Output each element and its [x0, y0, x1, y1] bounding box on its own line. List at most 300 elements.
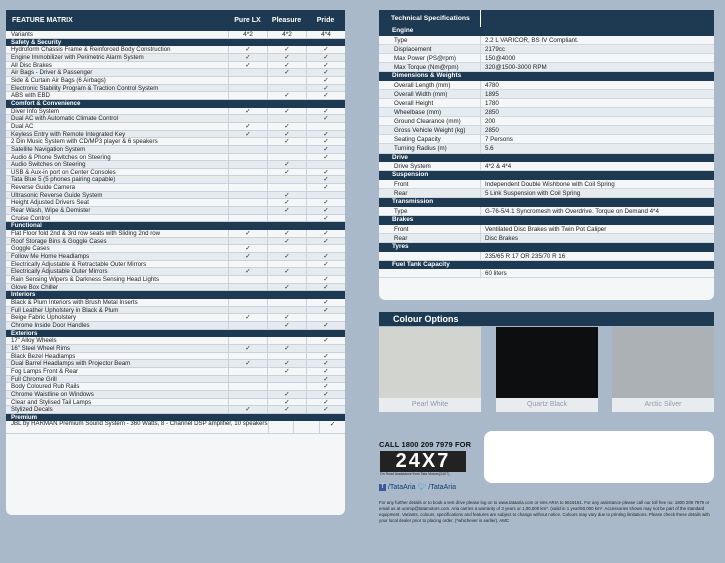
- feature-row: [6, 69, 345, 77]
- feature-value: ✓: [306, 207, 345, 214]
- feature-value: ✓: [306, 169, 345, 176]
- spec-label: Gross Vehicle Weight (kg): [394, 127, 466, 135]
- feature-label: USB & Aux-in port on Center Consoles: [11, 168, 116, 176]
- feature-label: All Disc Brakes: [11, 61, 52, 69]
- feature-value: ✓: [306, 176, 345, 183]
- feature-value: ✓: [228, 253, 267, 260]
- feature-label: Satellite Navigation System: [11, 145, 86, 153]
- facebook-link[interactable]: /TataAria: [387, 484, 416, 491]
- feature-value: ✓: [228, 62, 267, 69]
- feature-row: [6, 54, 345, 62]
- feature-value: ✓: [267, 123, 306, 130]
- feature-value: ✓: [228, 108, 267, 115]
- feature-value: ✓: [306, 391, 345, 398]
- feature-value: [267, 115, 306, 122]
- feature-value: ✓: [228, 360, 267, 367]
- tech-specs-body: [379, 27, 714, 278]
- feature-label: 17" Alloy Wheels: [11, 337, 57, 345]
- feature-value: 4*4: [306, 31, 345, 38]
- spec-label: Displacement: [394, 45, 432, 53]
- spec-value: Independent Double Wishbone with Coil Spring: [480, 180, 714, 188]
- feature-value: ✓: [267, 161, 306, 168]
- feature-row: [6, 215, 345, 223]
- feature-value: [306, 192, 345, 199]
- feature-value: ✓: [267, 108, 306, 115]
- feature-value: [228, 376, 267, 383]
- column-pleasure: Pleasure: [271, 17, 302, 24]
- feature-label: Variants: [11, 31, 33, 38]
- feature-value: [228, 299, 267, 306]
- spec-label: [379, 252, 480, 260]
- feature-value: [228, 238, 267, 245]
- feature-label: Fog Lamps Front & Rear: [11, 367, 79, 375]
- spec-row: [379, 234, 714, 243]
- feature-value: ✓: [306, 376, 345, 383]
- feature-value: ✓: [306, 146, 345, 153]
- feature-section-header: Functional: [6, 222, 345, 230]
- feature-value: [228, 383, 267, 390]
- column-pure-lx: Pure LX: [234, 17, 261, 24]
- assistance-logo: 24X7: [380, 451, 466, 472]
- spec-label: Ground Clearance (mm): [394, 118, 461, 126]
- feature-label: Audio & Phone Switches on Steering: [11, 153, 111, 161]
- feature-value: [228, 92, 267, 99]
- spec-row: [379, 54, 714, 63]
- spec-section-header: Fuel Tank Capacity: [379, 261, 714, 270]
- feature-row: [6, 353, 345, 361]
- feature-label: ABS with EBD: [11, 92, 50, 100]
- feature-label: Roof Storage Bins & Goggle Cases: [11, 237, 107, 245]
- feature-row: [6, 115, 345, 123]
- spec-label: [379, 269, 480, 277]
- feature-row: [6, 199, 345, 207]
- feature-value: ✓: [267, 345, 306, 352]
- feature-value: [267, 383, 306, 390]
- feature-section-header: Premium: [6, 414, 345, 422]
- feature-value: ✓: [267, 199, 306, 206]
- feature-value: [228, 276, 267, 283]
- spec-row: [379, 81, 714, 90]
- feature-value: [267, 154, 306, 161]
- feature-row: [6, 92, 345, 100]
- feature-value: ✓: [306, 69, 345, 76]
- feature-row: [6, 108, 345, 116]
- twitter-link[interactable]: /TataAria: [428, 484, 456, 491]
- feature-matrix-body: [6, 31, 345, 434]
- swatch-quartz-black: [496, 327, 598, 412]
- feature-value: [228, 115, 267, 122]
- feature-row: [6, 207, 345, 215]
- spec-section-header: Drive: [379, 154, 714, 163]
- feature-value: [267, 184, 306, 191]
- feature-label: Electrically Adjustable & Retractable Outer Mirrors: [11, 260, 147, 268]
- social-links: [379, 483, 456, 491]
- spec-value: 60 liters: [480, 269, 714, 277]
- feature-label: Keyless Entry with Remote Integrated Key: [11, 130, 126, 138]
- feature-value: [228, 169, 267, 176]
- feature-value: [267, 85, 306, 92]
- spec-section-header: Tyres: [379, 243, 714, 252]
- feature-row: [6, 421, 345, 434]
- feature-value: [228, 146, 267, 153]
- spec-value: 235/65 R 17 OR 235/70 R 16: [480, 252, 714, 260]
- feature-value: ✓: [306, 238, 345, 245]
- spec-label: Wheelbase (mm): [394, 109, 442, 117]
- feature-row: [6, 85, 345, 93]
- feature-label: Black & Plum Interiors with Brush Metal Inserts: [11, 298, 138, 306]
- feature-label: Tata Blue 5 (5 phones pairing capable): [11, 176, 116, 184]
- feature-value: ✓: [306, 199, 345, 206]
- feature-value: [228, 322, 267, 329]
- feature-row: [6, 406, 345, 414]
- feature-value: [267, 77, 306, 84]
- feature-row: [6, 360, 345, 368]
- feature-value: ✓: [267, 314, 306, 321]
- feature-value: ✓: [306, 307, 345, 314]
- feature-label: Chrome Inside Door Handles: [11, 321, 90, 329]
- spec-row: [379, 252, 714, 261]
- feature-value: [268, 421, 294, 433]
- feature-row: [6, 391, 345, 399]
- feature-label: 2 Din Music System with CD/MP3 player & 6 speakers: [11, 138, 158, 146]
- spec-value: 150@4000: [480, 54, 714, 62]
- spec-value: 5 Link Suspension with Coil Spring: [480, 189, 714, 197]
- feature-row: [6, 337, 345, 345]
- feature-value: ✓: [267, 192, 306, 199]
- feature-value: ✓: [267, 207, 306, 214]
- spec-value: 200: [480, 117, 714, 125]
- feature-label: Cruise Control: [11, 214, 50, 222]
- feature-value: [267, 215, 306, 222]
- feature-label: Chrome Waistline on Windows: [11, 390, 94, 398]
- feature-value: ✓: [306, 115, 345, 122]
- column-pride: Pride: [316, 17, 335, 24]
- feature-row: [6, 345, 345, 353]
- feature-label: Electrically Adjustable Outer Mirrors: [11, 268, 108, 276]
- swatch-pearl-white: [379, 327, 481, 412]
- feature-value: ✓: [306, 230, 345, 237]
- facebook-icon: f: [379, 484, 386, 491]
- feature-value: ✓: [306, 184, 345, 191]
- feature-matrix-header: [6, 10, 345, 31]
- feature-value: [306, 123, 345, 130]
- feature-label: Ultrasonic Reverse Guide System: [11, 191, 103, 199]
- feature-value: ✓: [306, 62, 345, 69]
- spec-row: [379, 99, 714, 108]
- tech-specs: [379, 10, 714, 300]
- feature-row: [6, 245, 345, 253]
- spec-label: Overall Length (mm): [394, 81, 451, 89]
- spec-value: 7 Persons: [480, 135, 714, 143]
- feature-label: Air Bags - Driver & Passenger: [11, 69, 93, 77]
- swatch-label: Quartz Black: [496, 398, 598, 412]
- feature-value: ✓: [306, 54, 345, 61]
- feature-label: Dual AC with Automatic Climate Control: [11, 115, 119, 123]
- feature-value: ✓: [267, 169, 306, 176]
- feature-value: ✓: [306, 215, 345, 222]
- feature-value: [267, 245, 306, 252]
- feature-value: [228, 368, 267, 375]
- disclaimer: For any further details or to book a test drive please log on to www.tataaria.com or sms ARIA to 5616161. For any assistance please call our toll free no: 1800 209 7979 or email us at ucsmp@tatamotors.com. Aria carries a warranty of 3 years or 1,00,000 km*. (valid in 1 year/50,000 km*. Accessories shown may not be part of the standard equipment. Variants, colours, specifications and features are subject to change without notice. Colours may vary due to printing limitations. Please check these details with your local dealer prior to placing order. (*whichever is earlier). AMC: [379, 500, 710, 523]
- feature-row: [6, 299, 345, 307]
- feature-value: ✓: [267, 268, 306, 275]
- feature-row: [6, 276, 345, 284]
- spec-row: [379, 63, 714, 72]
- feature-value: ✓: [306, 92, 345, 99]
- feature-label: Rear Wash, Wipe & Demister: [11, 207, 91, 215]
- colour-options-title: Colour Options: [379, 312, 714, 326]
- feature-row: [6, 161, 345, 169]
- feature-label: Rain Sensing Wipers & Darkness Sensing Head Lights: [11, 276, 160, 283]
- feature-label: JBL by HARMAN Premium Sound System - 360 Watts, 8 - Channel DSP amplifier, 10 speakers: [11, 420, 268, 428]
- spec-value: 1895: [480, 90, 714, 98]
- feature-value: [228, 207, 267, 214]
- feature-value: ✓: [267, 391, 306, 398]
- call-block: [379, 440, 471, 449]
- feature-value: [228, 199, 267, 206]
- spec-label: Max Torque (Nm@rpm): [394, 63, 459, 71]
- feature-value: [228, 138, 267, 145]
- spec-label: Overall Height: [394, 99, 434, 107]
- feature-value: [306, 245, 345, 252]
- feature-label: Flat Floor fold 2nd & 3rd row seats with Sliding 2nd row: [11, 230, 161, 238]
- feature-value: [228, 284, 267, 291]
- feature-value: [267, 307, 306, 314]
- feature-value: ✓: [228, 54, 267, 61]
- feature-value: [228, 69, 267, 76]
- spec-label: Rear: [394, 234, 408, 242]
- feature-value: ✓: [267, 54, 306, 61]
- feature-value: ✓: [267, 62, 306, 69]
- feature-row: [6, 253, 345, 261]
- feature-row: [6, 192, 345, 200]
- spec-row: [379, 45, 714, 54]
- feature-value: ✓: [267, 368, 306, 375]
- feature-value: ✓: [306, 131, 345, 138]
- spec-row: [379, 117, 714, 126]
- spec-label: Overall Width (mm): [394, 90, 448, 98]
- feature-label: Follow Me Home Headlamps: [11, 253, 90, 261]
- assistance-logo-subtitle: On Road Assistance from Tata Motors(24X7): [380, 472, 450, 476]
- feature-label: Stylized Decals: [11, 406, 53, 414]
- feature-value: ✓: [267, 138, 306, 145]
- feature-value: ✓: [267, 69, 306, 76]
- feature-value: ✓: [228, 123, 267, 130]
- feature-value: ✓: [267, 230, 306, 237]
- feature-label: Diver Info System: [11, 107, 60, 115]
- feature-value: ✓: [306, 261, 345, 268]
- feature-value: ✓: [267, 92, 306, 99]
- spec-value: 2.2 L VARICOR, BS IV Compliant.: [480, 36, 714, 44]
- feature-value: [267, 176, 306, 183]
- spec-label: Turning Radius (m): [394, 145, 447, 153]
- feature-value: [267, 276, 306, 283]
- feature-value: ✓: [306, 337, 345, 344]
- feature-row: [6, 138, 345, 146]
- feature-value: ✓: [228, 314, 267, 321]
- spec-value: 4*2 & 4*4: [480, 162, 714, 170]
- feature-value: [228, 192, 267, 199]
- spec-value: Ventilated Disc Brakes with Twin Pot Caliper: [480, 225, 714, 233]
- feature-row: [6, 62, 345, 70]
- feature-label: Electronic Stability Program & Traction Control System: [11, 84, 159, 92]
- feature-value: [267, 337, 306, 344]
- spec-row: [379, 126, 714, 135]
- feature-value: [228, 307, 267, 314]
- spec-row: [379, 108, 714, 117]
- feature-value: ✓: [306, 353, 345, 360]
- feature-row: [6, 77, 345, 85]
- feature-label: Dual Barrel Headlamps with Projector Beam: [11, 360, 131, 368]
- feature-value: ✓: [228, 268, 267, 275]
- spec-value: 2850: [480, 108, 714, 116]
- spec-row: [379, 180, 714, 189]
- spec-row: [379, 269, 714, 278]
- feature-label: Black Bezel Headlamps: [11, 352, 76, 360]
- feature-value: ✓: [306, 138, 345, 145]
- feature-value: ✓: [306, 108, 345, 115]
- feature-label: Side & Curtain Air Bags (6 Airbags): [11, 76, 106, 84]
- feature-value: 4*2: [228, 31, 267, 38]
- feature-value: 4*2: [267, 31, 306, 38]
- feature-section-header: Safety & Security: [6, 39, 345, 47]
- feature-value: ✓: [228, 245, 267, 252]
- feature-row: [6, 31, 345, 39]
- feature-value: ✓: [306, 383, 345, 390]
- spec-value: 320@1500-3000 RPM: [480, 63, 714, 71]
- feature-row: [6, 230, 345, 238]
- spec-label: Type: [394, 207, 408, 215]
- feature-value: ✓: [267, 360, 306, 367]
- spec-row: [379, 144, 714, 153]
- feature-value: ✓: [267, 322, 306, 329]
- feature-value: [267, 146, 306, 153]
- feature-row: [6, 307, 345, 315]
- feature-value: [228, 161, 267, 168]
- feature-value: ✓: [306, 360, 345, 367]
- spec-label: Type: [394, 36, 408, 44]
- spec-label: Front: [394, 225, 409, 233]
- feature-value: [228, 215, 267, 222]
- spec-row: [379, 162, 714, 171]
- spec-section-header: Suspension: [379, 171, 714, 180]
- feature-row: [6, 238, 345, 246]
- feature-label: Height Adjusted Drivers Seat: [11, 199, 89, 207]
- feature-value: ✓: [306, 299, 345, 306]
- feature-row: [6, 154, 345, 162]
- feature-value: ✓: [306, 85, 345, 92]
- feature-value: [306, 161, 345, 168]
- feature-label: Dual AC: [11, 122, 34, 130]
- feature-label: Audio Switches on Steering: [11, 161, 86, 169]
- swatch-arctic-silver: [612, 327, 714, 412]
- tech-specs-title: Technical Specifications: [391, 15, 470, 22]
- spec-value: Disc Brakes: [480, 234, 714, 242]
- feature-value: [267, 261, 306, 268]
- feature-value: ✓: [306, 154, 345, 161]
- feature-matrix: [6, 10, 345, 515]
- feature-value: ✓: [228, 46, 267, 53]
- feature-value: [228, 85, 267, 92]
- feature-value: [228, 391, 267, 398]
- feature-value: [267, 376, 306, 383]
- swatch-label: Pearl White: [379, 398, 481, 412]
- feature-value: ✓: [267, 46, 306, 53]
- feature-value: [228, 261, 267, 268]
- feature-label: Full Leather Upholstery in Black & Plum: [11, 306, 119, 314]
- feature-label: Clear and Stylised Tail Lamps: [11, 398, 92, 406]
- feature-section-header: Exteriors: [6, 330, 345, 338]
- spec-section-header: Brakes: [379, 216, 714, 225]
- feature-value: ✓: [228, 406, 267, 413]
- call-text: CALL 1800 209 7979 FOR: [379, 440, 472, 449]
- feature-value: [293, 421, 319, 433]
- spec-label: Max Power (PS@rpm): [394, 54, 456, 62]
- spec-section-header: Engine: [379, 27, 714, 36]
- feature-value: [267, 299, 306, 306]
- feature-value: [306, 345, 345, 352]
- swatch-label: Arctic Silver: [612, 398, 714, 412]
- feature-label: Beige Fabric Upholstery: [11, 314, 77, 322]
- feature-value: ✓: [267, 399, 306, 406]
- feature-row: [6, 322, 345, 330]
- feature-value: [228, 399, 267, 406]
- spec-value: 2179cc: [480, 45, 714, 53]
- spec-section-header: Transmission: [379, 198, 714, 207]
- feature-row: [6, 261, 345, 269]
- feature-row: [6, 184, 345, 192]
- feature-value: ✓: [267, 284, 306, 291]
- feature-label: Goggle Cases: [11, 245, 50, 253]
- feature-value: ✓: [306, 77, 345, 84]
- feature-row: [6, 383, 345, 391]
- feature-label: Full Chrome Grill: [11, 375, 57, 383]
- feature-label: Glove Box Chiller: [11, 283, 59, 291]
- feature-row: [6, 399, 345, 407]
- feature-value: [228, 353, 267, 360]
- feature-value: ✓: [306, 253, 345, 260]
- spec-row: [379, 225, 714, 234]
- spec-section-header: Dimensions & Weights: [379, 72, 714, 81]
- spec-row: [379, 207, 714, 216]
- spec-row: [379, 135, 714, 144]
- spec-value: 1780: [480, 99, 714, 107]
- feature-value: ✓: [306, 284, 345, 291]
- spec-value: 4780: [480, 81, 714, 89]
- feature-value: ✓: [228, 131, 267, 138]
- spec-row: [379, 90, 714, 99]
- spec-value: G-76-5/4.1 Syncromesh with Overdrive. Torque on Demand 4*4: [480, 207, 714, 215]
- feature-section-header: Comfort & Convenience: [6, 100, 345, 108]
- feature-value: [228, 337, 267, 344]
- feature-row: [6, 284, 345, 292]
- spec-value: 2850: [480, 126, 714, 134]
- dealer-stamp-box: [484, 431, 714, 483]
- feature-row: [6, 146, 345, 154]
- feature-value: ✓: [306, 399, 345, 406]
- feature-value: [228, 176, 267, 183]
- feature-value: ✓: [306, 406, 345, 413]
- feature-value: [228, 184, 267, 191]
- spec-label: Front: [394, 180, 409, 188]
- feature-row: [6, 131, 345, 139]
- spec-value: 5.6: [480, 144, 714, 152]
- feature-value: ✓: [319, 421, 345, 433]
- feature-value: ✓: [306, 276, 345, 283]
- feature-row: [6, 314, 345, 322]
- feature-row: [6, 123, 345, 131]
- spec-label: Rear: [394, 190, 408, 198]
